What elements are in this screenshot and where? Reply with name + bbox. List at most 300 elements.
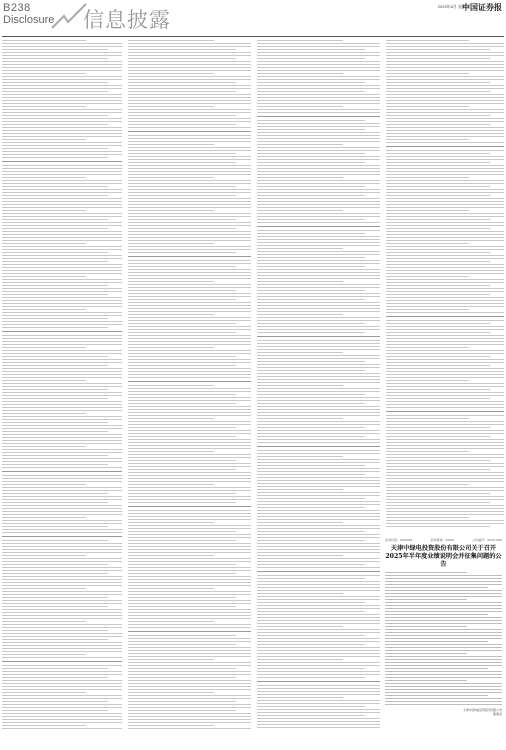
text-line bbox=[257, 599, 380, 600]
text-line bbox=[257, 709, 380, 710]
section-divider bbox=[2, 661, 122, 662]
text-line bbox=[386, 466, 504, 467]
text-line bbox=[128, 618, 251, 619]
text-line bbox=[257, 507, 365, 508]
text-line bbox=[257, 364, 380, 365]
section-divider bbox=[2, 331, 122, 332]
text-line bbox=[128, 606, 236, 607]
text-line bbox=[257, 367, 380, 368]
text-line bbox=[128, 439, 251, 440]
text-line bbox=[385, 641, 488, 642]
text-line bbox=[2, 475, 122, 476]
text-line bbox=[257, 629, 380, 630]
text-line bbox=[257, 254, 380, 255]
text-line bbox=[128, 353, 251, 354]
text-line bbox=[386, 168, 504, 169]
text-line bbox=[2, 546, 122, 547]
text-line bbox=[2, 231, 122, 232]
text-line bbox=[128, 201, 251, 202]
text-line bbox=[257, 498, 365, 499]
text-line bbox=[2, 570, 122, 571]
text-line bbox=[385, 596, 502, 597]
text-line bbox=[2, 615, 122, 616]
text-line bbox=[257, 721, 380, 722]
text-line bbox=[2, 380, 86, 381]
text-line bbox=[257, 650, 380, 651]
text-line bbox=[2, 416, 122, 417]
text-line bbox=[386, 362, 504, 363]
text-line bbox=[128, 106, 214, 107]
text-line bbox=[386, 85, 504, 86]
text-line bbox=[128, 207, 251, 208]
text-line bbox=[128, 79, 251, 80]
text-line bbox=[128, 561, 251, 562]
text-line bbox=[2, 606, 108, 607]
text-line bbox=[2, 526, 108, 527]
text-line bbox=[128, 344, 251, 345]
text-line bbox=[257, 281, 343, 282]
text-line bbox=[2, 133, 122, 134]
text-line bbox=[386, 481, 504, 482]
text-line bbox=[2, 52, 122, 53]
text-line bbox=[386, 204, 504, 205]
text-line bbox=[386, 386, 504, 387]
text-line bbox=[385, 575, 502, 576]
text-line bbox=[386, 392, 504, 393]
text-line bbox=[2, 716, 122, 717]
text-line bbox=[128, 177, 214, 178]
text-line bbox=[386, 499, 504, 500]
text-line bbox=[2, 496, 122, 497]
text-line bbox=[386, 142, 504, 143]
text-line bbox=[128, 418, 214, 419]
text-line bbox=[2, 240, 122, 241]
text-line bbox=[128, 579, 251, 580]
text-line bbox=[2, 446, 86, 447]
text-line bbox=[257, 150, 380, 151]
text-line bbox=[257, 552, 380, 553]
text-line bbox=[2, 362, 122, 363]
text-line bbox=[257, 474, 365, 475]
text-line bbox=[2, 657, 122, 658]
text-line bbox=[386, 309, 469, 310]
text-line bbox=[128, 436, 236, 437]
text-line bbox=[128, 627, 251, 628]
text-line bbox=[128, 424, 251, 425]
text-line bbox=[257, 70, 380, 71]
text-line bbox=[2, 499, 122, 500]
text-line bbox=[128, 510, 251, 511]
text-line bbox=[385, 674, 502, 675]
text-line bbox=[2, 189, 122, 190]
text-line bbox=[2, 639, 108, 640]
text-line bbox=[2, 377, 122, 378]
text-line bbox=[128, 448, 251, 449]
text-line bbox=[386, 52, 504, 53]
text-line bbox=[257, 555, 343, 556]
text-line bbox=[257, 245, 380, 246]
text-line bbox=[128, 171, 251, 172]
text-line bbox=[2, 683, 122, 684]
text-line bbox=[257, 382, 380, 383]
text-line bbox=[257, 388, 380, 389]
edition-meta: 2025年8月 星期五 bbox=[437, 4, 470, 9]
text-line bbox=[2, 338, 122, 339]
text-line bbox=[257, 153, 365, 154]
text-line bbox=[386, 433, 504, 434]
text-line bbox=[128, 329, 251, 330]
text-line bbox=[2, 689, 122, 690]
text-line bbox=[257, 216, 380, 217]
text-line bbox=[257, 608, 380, 609]
text-line bbox=[128, 531, 236, 532]
text-line bbox=[257, 76, 380, 77]
text-line bbox=[2, 677, 108, 678]
text-line bbox=[128, 406, 251, 407]
text-line bbox=[257, 126, 380, 127]
text-line bbox=[128, 528, 251, 529]
text-line bbox=[128, 722, 251, 723]
text-line bbox=[386, 496, 504, 497]
text-line bbox=[257, 189, 380, 190]
text-line bbox=[386, 517, 469, 518]
text-line bbox=[386, 427, 490, 428]
text-line bbox=[2, 523, 122, 524]
text-line bbox=[128, 266, 236, 267]
text-line bbox=[257, 623, 380, 624]
text-line bbox=[257, 55, 380, 56]
text-line bbox=[257, 614, 380, 615]
text-line bbox=[257, 272, 380, 273]
feature-title-line1: 天津中绿电投资股份有限公司关于召开 bbox=[390, 545, 497, 552]
text-line bbox=[2, 458, 122, 459]
text-line bbox=[128, 219, 236, 220]
text-line bbox=[2, 549, 122, 550]
text-line bbox=[128, 686, 251, 687]
text-line bbox=[257, 349, 380, 350]
text-line bbox=[257, 703, 380, 704]
text-line bbox=[128, 537, 251, 538]
text-line bbox=[257, 85, 380, 86]
text-line bbox=[257, 278, 380, 279]
text-line bbox=[257, 534, 380, 535]
text-line bbox=[257, 346, 380, 347]
text-line bbox=[257, 290, 365, 291]
text-line bbox=[2, 180, 122, 181]
text-line bbox=[385, 665, 502, 666]
text-line bbox=[257, 724, 380, 725]
text-line bbox=[257, 596, 380, 597]
text-line bbox=[386, 162, 490, 163]
text-line bbox=[128, 525, 251, 526]
text-line bbox=[2, 461, 122, 462]
text-line bbox=[2, 520, 122, 521]
text-line bbox=[2, 579, 122, 580]
text-line bbox=[128, 481, 251, 482]
text-line bbox=[128, 650, 251, 651]
text-line bbox=[257, 168, 380, 169]
text-line bbox=[128, 519, 251, 520]
text-line bbox=[128, 326, 251, 327]
text-line bbox=[257, 299, 365, 300]
text-line bbox=[257, 558, 380, 559]
text-line bbox=[386, 198, 504, 199]
text-line bbox=[128, 600, 251, 601]
text-line bbox=[128, 442, 251, 443]
text-line bbox=[128, 88, 251, 89]
section-divider bbox=[257, 116, 380, 117]
text-line bbox=[2, 243, 86, 244]
text-line bbox=[2, 49, 108, 50]
text-line bbox=[386, 407, 504, 408]
text-line bbox=[128, 585, 251, 586]
text-line bbox=[2, 85, 122, 86]
text-line bbox=[2, 517, 86, 518]
text-line bbox=[386, 508, 504, 509]
text-line bbox=[128, 552, 251, 553]
header-rule bbox=[2, 36, 504, 37]
text-line bbox=[257, 620, 380, 621]
text-line bbox=[257, 361, 365, 362]
text-line bbox=[386, 448, 504, 449]
text-line bbox=[128, 320, 251, 321]
text-line bbox=[386, 222, 504, 223]
text-line bbox=[2, 398, 108, 399]
text-line bbox=[386, 415, 504, 416]
text-line bbox=[2, 624, 122, 625]
text-line bbox=[2, 291, 122, 292]
text-line bbox=[2, 609, 122, 610]
text-line bbox=[257, 424, 380, 425]
text-line bbox=[2, 603, 122, 604]
text-line bbox=[128, 189, 251, 190]
text-line bbox=[386, 234, 504, 235]
text-line bbox=[386, 478, 504, 479]
text-line bbox=[128, 228, 236, 229]
text-line bbox=[128, 582, 251, 583]
text-line bbox=[2, 321, 122, 322]
text-line bbox=[257, 323, 365, 324]
text-line bbox=[128, 103, 251, 104]
text-line bbox=[2, 428, 122, 429]
text-line bbox=[128, 430, 251, 431]
text-line bbox=[2, 425, 122, 426]
text-line bbox=[128, 576, 251, 577]
text-line bbox=[128, 204, 251, 205]
text-line bbox=[257, 700, 380, 701]
section-divider bbox=[2, 161, 122, 162]
text-line bbox=[128, 198, 251, 199]
text-line bbox=[257, 403, 365, 404]
text-line bbox=[385, 677, 502, 678]
text-line bbox=[2, 484, 86, 485]
text-line bbox=[257, 141, 380, 142]
text-line bbox=[386, 201, 504, 202]
section-divider bbox=[128, 381, 251, 382]
text-line bbox=[128, 76, 251, 77]
text-line bbox=[2, 591, 122, 592]
text-line bbox=[386, 469, 490, 470]
text-line bbox=[2, 165, 122, 166]
text-line bbox=[128, 213, 251, 214]
text-line bbox=[386, 306, 504, 307]
text-line bbox=[128, 153, 236, 154]
text-line bbox=[257, 439, 380, 440]
text-line bbox=[257, 58, 365, 59]
text-line bbox=[128, 469, 236, 470]
text-line bbox=[257, 718, 380, 719]
text-line bbox=[2, 124, 108, 125]
text-line bbox=[386, 445, 504, 446]
text-line bbox=[257, 415, 380, 416]
text-line bbox=[386, 225, 504, 226]
text-line bbox=[257, 706, 365, 707]
text-line bbox=[128, 484, 214, 485]
text-line bbox=[386, 216, 504, 217]
text-line bbox=[2, 671, 122, 672]
text-line bbox=[257, 450, 380, 451]
text-line bbox=[386, 285, 490, 286]
text-line bbox=[128, 159, 251, 160]
text-line bbox=[128, 144, 214, 145]
text-line bbox=[2, 529, 122, 530]
text-line bbox=[2, 82, 108, 83]
text-line bbox=[2, 532, 122, 533]
text-line bbox=[128, 365, 236, 366]
text-line bbox=[128, 445, 251, 446]
text-line bbox=[385, 593, 502, 594]
text-line bbox=[257, 159, 380, 160]
text-line bbox=[128, 55, 251, 56]
text-line bbox=[257, 52, 380, 53]
text-line bbox=[386, 329, 504, 330]
text-line bbox=[128, 421, 251, 422]
text-line bbox=[385, 662, 502, 663]
text-line bbox=[386, 64, 504, 65]
text-line bbox=[257, 210, 343, 211]
text-line bbox=[257, 519, 380, 520]
text-line bbox=[2, 648, 122, 649]
text-line bbox=[128, 397, 251, 398]
text-line bbox=[2, 100, 122, 101]
text-line bbox=[2, 431, 108, 432]
text-line bbox=[257, 308, 380, 309]
text-line bbox=[128, 186, 236, 187]
text-line bbox=[2, 365, 108, 366]
text-line bbox=[257, 165, 380, 166]
text-line bbox=[2, 692, 86, 693]
text-line bbox=[386, 124, 490, 125]
text-line bbox=[2, 273, 122, 274]
text-line bbox=[128, 109, 251, 110]
text-line bbox=[128, 513, 251, 514]
section-divider bbox=[386, 411, 504, 412]
text-line bbox=[257, 355, 380, 356]
text-line bbox=[128, 403, 236, 404]
text-line bbox=[257, 275, 380, 276]
text-line bbox=[128, 115, 236, 116]
text-line bbox=[257, 97, 380, 98]
text-line bbox=[386, 502, 490, 503]
text-line bbox=[128, 388, 251, 389]
text-line bbox=[386, 377, 504, 378]
text-line bbox=[2, 297, 122, 298]
text-line bbox=[2, 73, 86, 74]
text-line bbox=[386, 294, 490, 295]
text-line bbox=[257, 266, 365, 267]
section-divider bbox=[257, 336, 380, 337]
text-line bbox=[128, 311, 251, 312]
text-line bbox=[2, 443, 122, 444]
text-line bbox=[385, 686, 502, 687]
text-line bbox=[386, 195, 490, 196]
text-line bbox=[2, 561, 122, 562]
text-line bbox=[257, 91, 365, 92]
text-line bbox=[2, 645, 122, 646]
text-line bbox=[257, 358, 380, 359]
text-line bbox=[385, 632, 502, 633]
text-line bbox=[386, 460, 490, 461]
text-line bbox=[2, 103, 122, 104]
text-line bbox=[2, 440, 122, 441]
text-line bbox=[257, 61, 380, 62]
text-line bbox=[2, 303, 122, 304]
text-line bbox=[2, 300, 122, 301]
text-line bbox=[128, 668, 236, 669]
text-line bbox=[128, 638, 251, 639]
text-line bbox=[257, 635, 365, 636]
text-line bbox=[128, 594, 251, 595]
text-line bbox=[257, 260, 380, 261]
text-line bbox=[257, 233, 365, 234]
text-line bbox=[2, 567, 122, 568]
text-line bbox=[128, 82, 236, 83]
text-line bbox=[128, 118, 251, 119]
text-line bbox=[386, 213, 504, 214]
text-line bbox=[2, 106, 86, 107]
text-line bbox=[257, 400, 380, 401]
text-line bbox=[257, 46, 380, 47]
text-line bbox=[257, 697, 343, 698]
text-line bbox=[257, 332, 365, 333]
text-line bbox=[2, 130, 122, 131]
text-line bbox=[386, 58, 490, 59]
text-line bbox=[386, 350, 504, 351]
text-line bbox=[128, 534, 251, 535]
text-line bbox=[386, 276, 469, 277]
text-line bbox=[386, 490, 504, 491]
text-line bbox=[257, 513, 380, 514]
text-line bbox=[257, 602, 365, 603]
text-line bbox=[2, 228, 108, 229]
text-line bbox=[386, 240, 504, 241]
text-line bbox=[257, 123, 380, 124]
text-line bbox=[2, 344, 122, 345]
text-line bbox=[386, 371, 504, 372]
text-line bbox=[2, 285, 108, 286]
text-line bbox=[257, 213, 380, 214]
text-line bbox=[2, 318, 108, 319]
column-4 bbox=[386, 38, 504, 533]
text-line bbox=[386, 40, 469, 41]
text-line bbox=[128, 112, 251, 113]
text-line bbox=[2, 309, 86, 310]
text-line bbox=[128, 454, 251, 455]
text-line bbox=[257, 132, 380, 133]
text-line bbox=[128, 299, 236, 300]
text-line bbox=[2, 222, 122, 223]
text-line bbox=[257, 647, 380, 648]
